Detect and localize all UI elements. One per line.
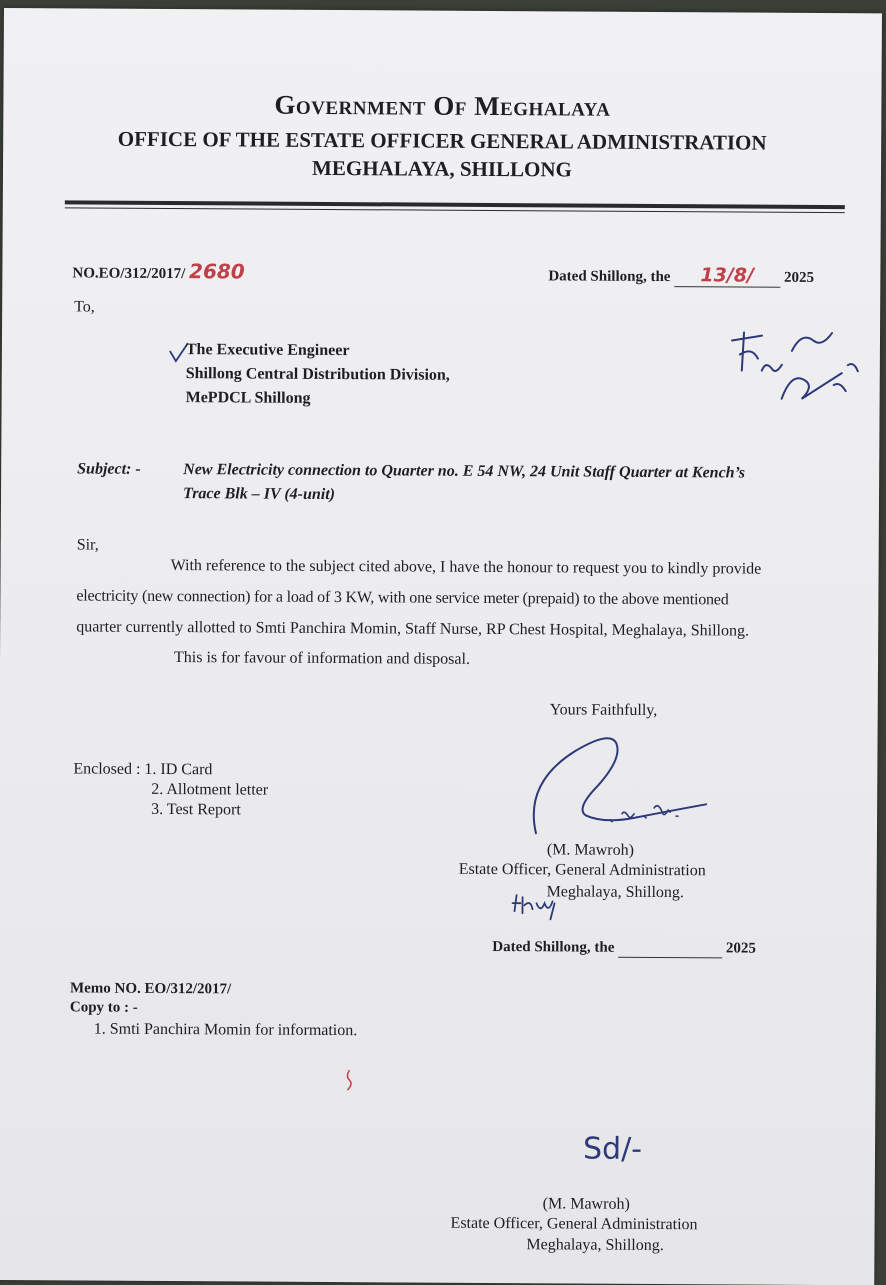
closing: Yours Faithfully, (549, 701, 658, 720)
signatory2-place: Meghalaya, Shillong. (526, 1236, 664, 1255)
place-heading: MEGHALAYA, SHILLONG (312, 155, 573, 182)
reference-number-label: NO.EO/312/2017/ (72, 265, 186, 283)
letter-date-blank (674, 264, 780, 288)
red-mark-icon (343, 1068, 355, 1092)
addressee-to: To, (74, 298, 95, 316)
signatory-place: Meghalaya, Shillong. (546, 883, 684, 902)
enclosed-label: Enclosed : 1. ID Card (73, 760, 213, 779)
signatory-name: (M. Mawroh) (546, 841, 635, 859)
letter-date (548, 263, 814, 288)
letter-page (0, 8, 882, 1285)
memo-item1: 1. Smti Panchira Momin for information. (93, 1020, 358, 1040)
second-date (492, 939, 756, 959)
letter-date-handwritten: 13/8/ (700, 264, 755, 287)
office-heading: OFFICE OF THE ESTATE OFFICER GENERAL ADMINISTRATION (117, 126, 767, 155)
addressee-line1: The Executive Engineer (185, 341, 350, 360)
memo-copy-to: Copy to : - (69, 999, 138, 1016)
salutation: Sir, (76, 536, 99, 554)
second-date-label: Dated Shillong, the (492, 939, 615, 956)
government-heading: Government Of Meghalaya (274, 89, 611, 122)
second-date-blank (618, 940, 722, 959)
reference-number-handwritten: 2680 (189, 259, 245, 284)
body-line3: quarter currently allotted to Smti Panchira Momin, Staff Nurse, RP Chest Hospital, Meghalaya, Shillong. (76, 618, 750, 640)
letter-date-label: Dated Shillong, the (548, 268, 671, 286)
initials-scribble-icon (510, 889, 558, 919)
officer-signature-icon (524, 723, 715, 844)
body-line2: electricity (new connection) for a load of 3 KW, with one service meter (prepaid) to the above mentioned (76, 587, 729, 609)
enclosed-item3: 3. Test Report (151, 800, 241, 819)
subject-line2: Trace Blk – IV (4-unit) (182, 485, 336, 504)
signatory2-title: Estate Officer, General Administration (450, 1214, 698, 1234)
letter-date-year: 2025 (783, 269, 815, 286)
signatory2-name: (M. Mawroh) (542, 1195, 630, 1213)
body-line1: With reference to the subject cited above, I have the honour to request you to kindly provide (170, 557, 762, 578)
addressee-line3: MePDCL Shillong (185, 389, 311, 407)
addressee-line2: Shillong Central Distribution Division, (185, 365, 450, 384)
subject-line1: New Electricity connection to Quarter no. E 54 NW, 24 Unit Staff Quarter at Kench’s (183, 461, 746, 482)
enclosed-item2: 2. Allotment letter (151, 780, 269, 799)
signatory-title: Estate Officer, General Administration (458, 860, 706, 880)
subject-label: Subject: - (77, 460, 141, 478)
sd-handwritten: Sd/- (582, 1131, 643, 1167)
forwarding-signature-icon (722, 310, 863, 411)
memo-number: Memo NO. EO/312/2017/ (69, 980, 232, 998)
second-date-year: 2025 (725, 940, 756, 957)
body-line4: This is for favour of information and disposal. (173, 649, 471, 668)
reference-number (72, 258, 245, 283)
